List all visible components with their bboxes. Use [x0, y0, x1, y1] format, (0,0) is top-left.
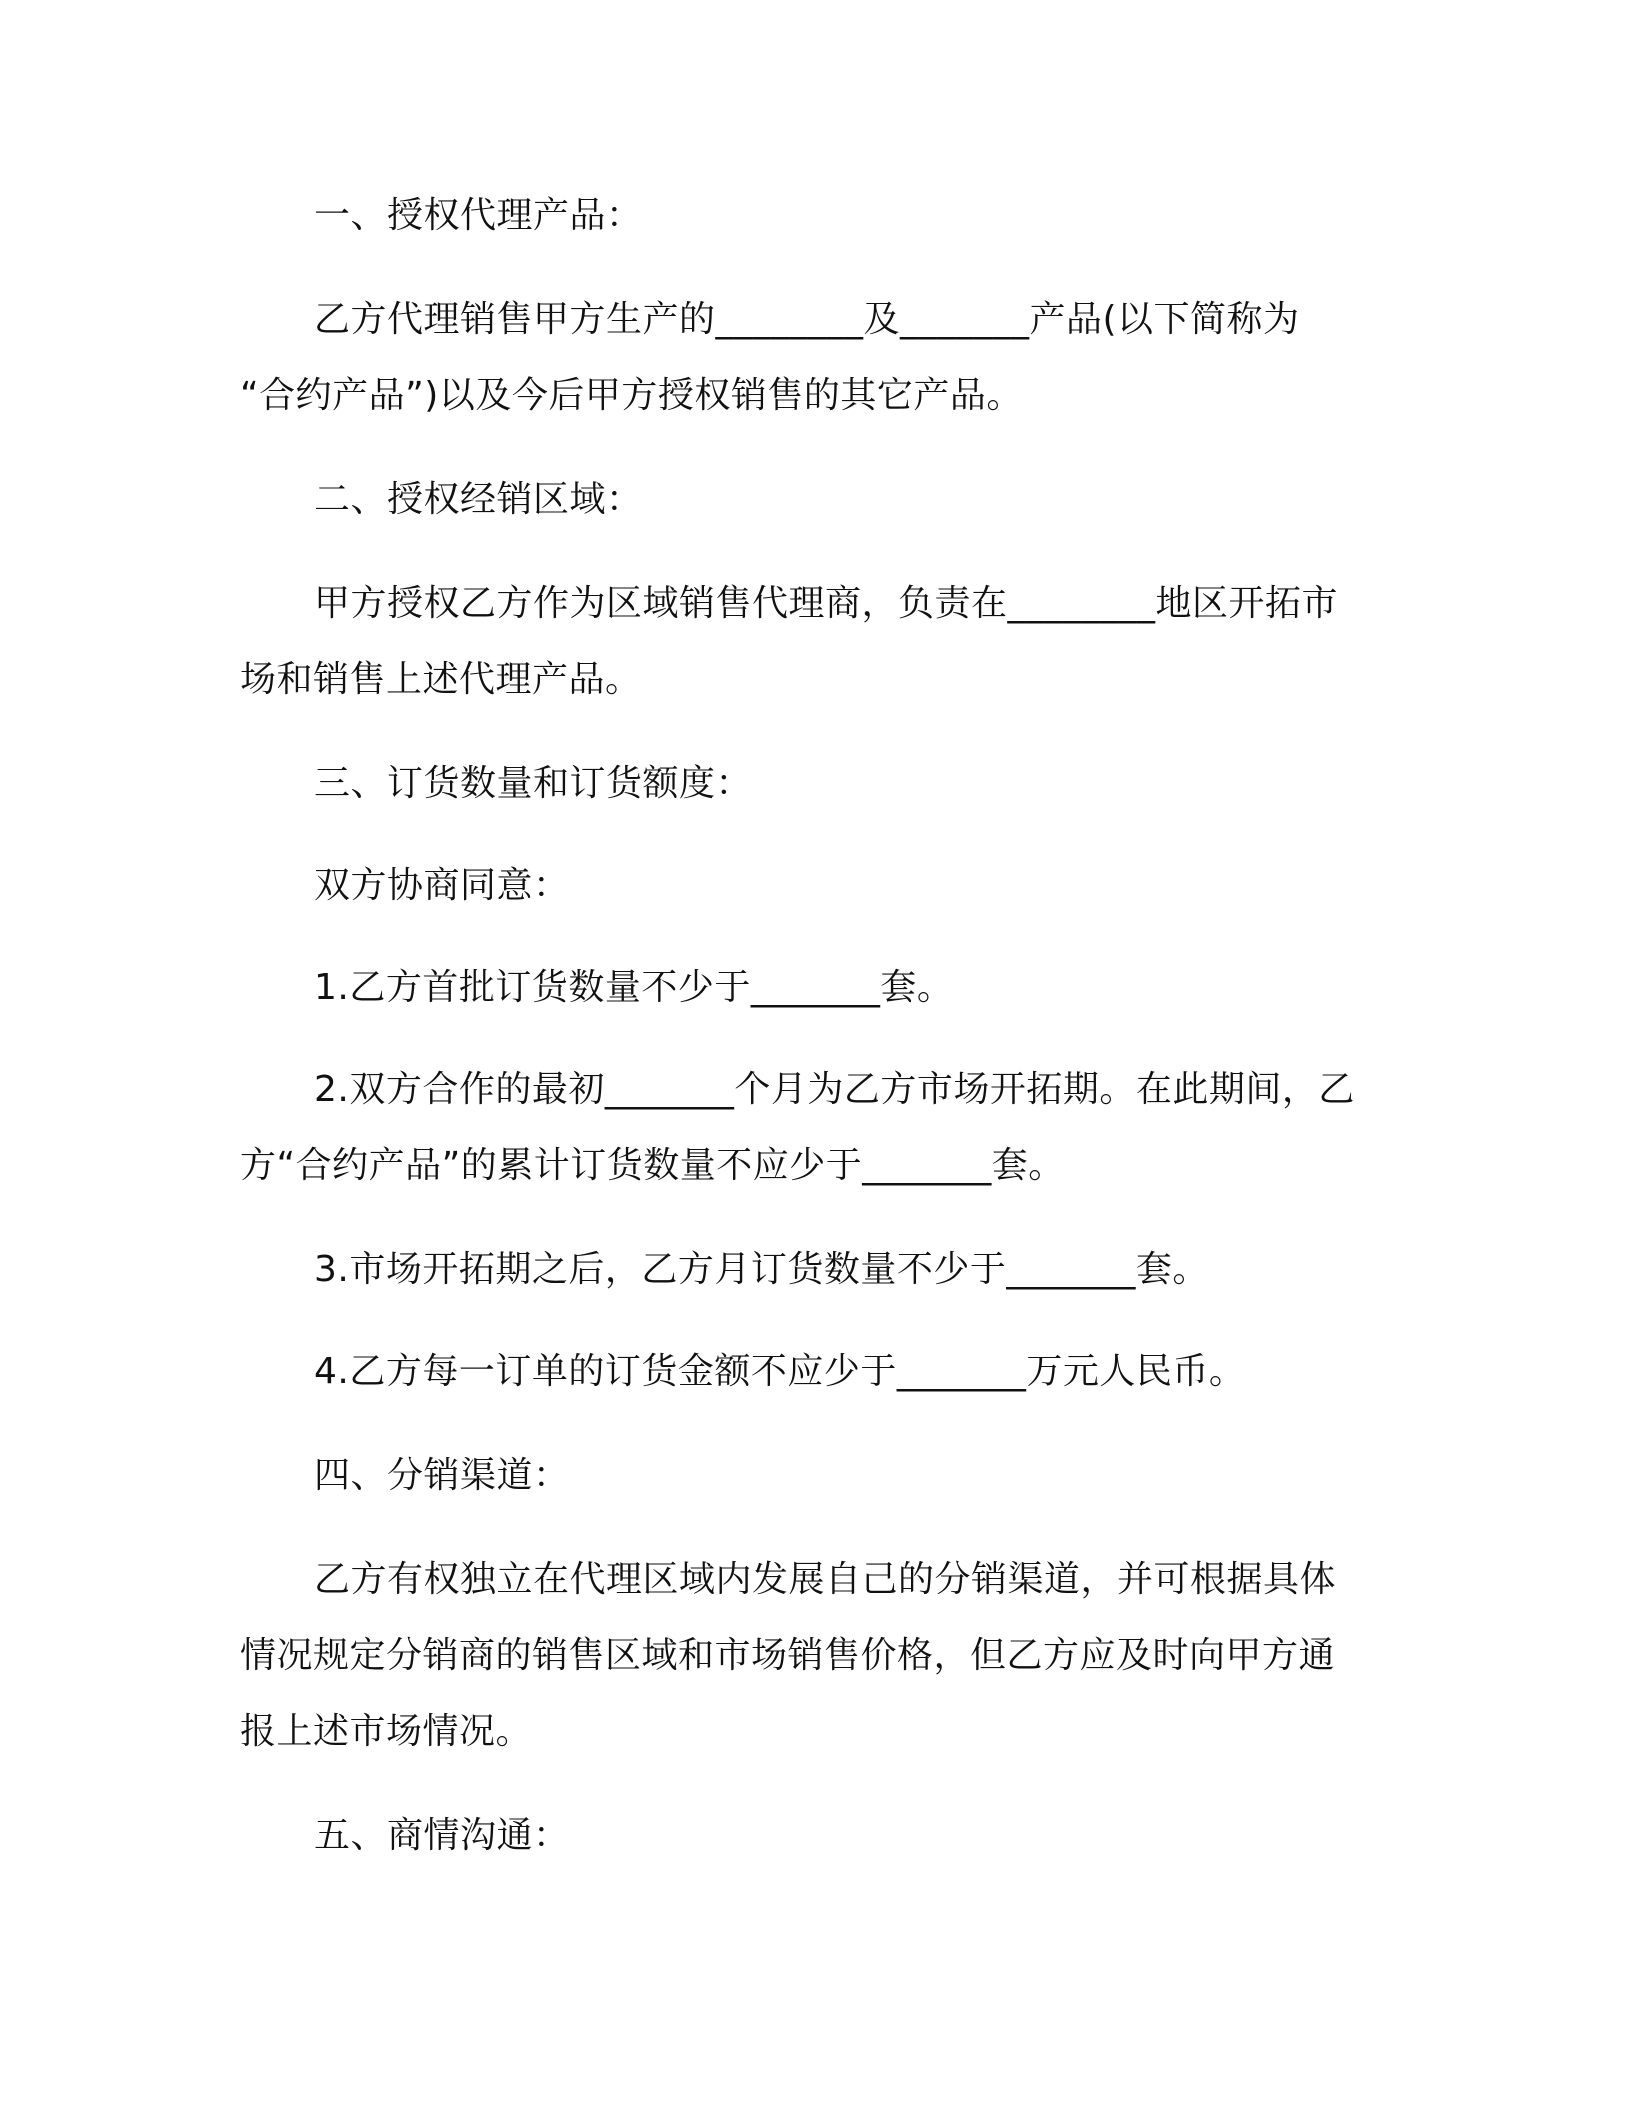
list-item: 1.乙方首批订货数量不少于_______套。 [314, 967, 954, 1008]
paragraph-line: “合约产品”)以及今后甲方授权销售的其它产品。 [240, 375, 1023, 416]
paragraph-line: 甲方授权乙方作为区域销售代理商，负责在________地区开拓市 [314, 583, 1339, 624]
list-item: 2.双方合作的最初_______个月为乙方市场开拓期。在此期间，乙 [314, 1069, 1355, 1110]
section-1-heading: 一、授权代理产品： [314, 195, 643, 236]
paragraph-line: 报上述市场情况。 [240, 1711, 533, 1752]
section-5-heading: 五、商情沟通： [314, 1815, 570, 1856]
section-4-heading: 四、分销渠道： [314, 1455, 570, 1496]
section-2-heading: 二、授权经销区域： [314, 479, 643, 520]
list-item: 4.乙方每一订单的订货金额不应少于_______万元人民币。 [314, 1351, 1246, 1392]
paragraph-line: 双方协商同意： [314, 865, 570, 906]
paragraph-line: 场和销售上述代理产品。 [240, 659, 642, 700]
list-item: 3.市场开拓期之后，乙方月订货数量不少于_______套。 [314, 1249, 1209, 1290]
paragraph-line: 乙方代理销售甲方生产的________及_______产品(以下简称为 [314, 299, 1300, 340]
list-item-continuation: 方“合约产品”的累计订货数量不应少于_______套。 [240, 1145, 1065, 1186]
paragraph-line: 乙方有权独立在代理区域内发展自己的分销渠道，并可根据具体 [314, 1559, 1337, 1600]
paragraph-line: 情况规定分销商的销售区域和市场销售价格，但乙方应及时向甲方通 [240, 1635, 1336, 1676]
section-3-heading: 三、订货数量和订货额度： [314, 763, 753, 804]
